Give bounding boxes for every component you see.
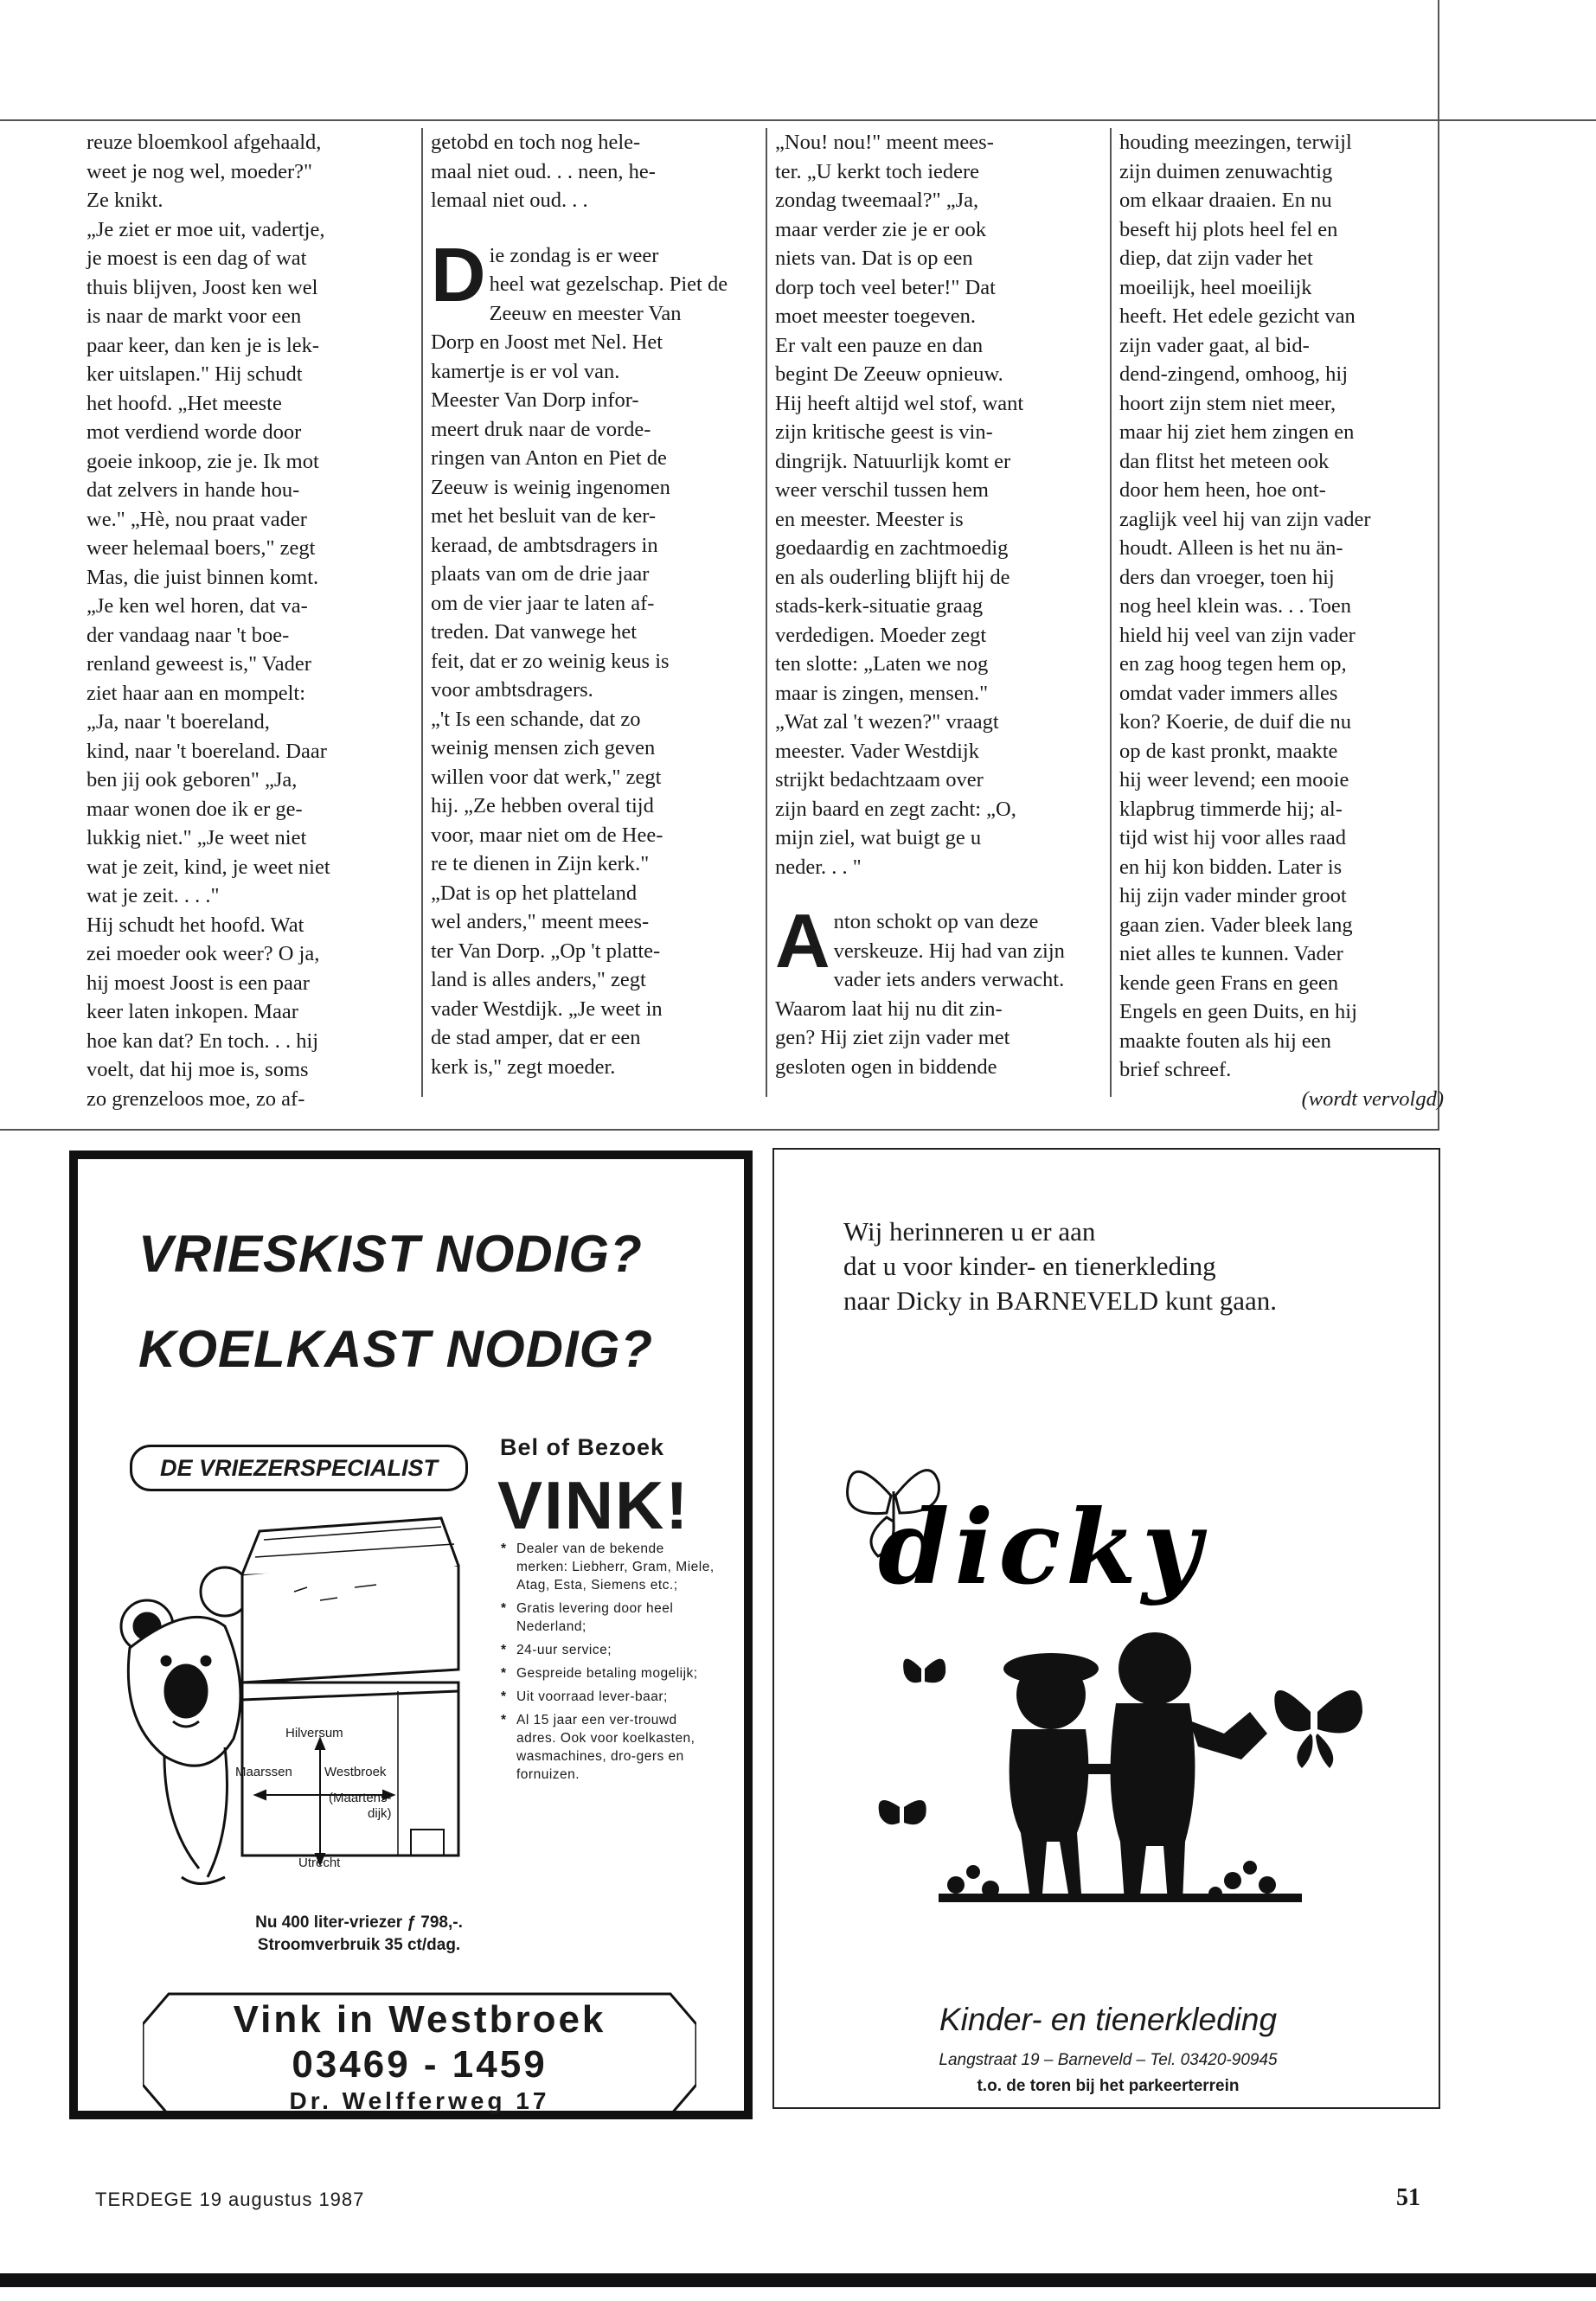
list-item: * Gespreide betaling mogelijk; (497, 1664, 718, 1682)
column-2-top-text: getobd en toch nog hele- maal niet oud. . . neen, he- lemaal niet oud. . . (431, 131, 656, 212)
map-label-south: Utrecht (298, 1856, 341, 1870)
list-item: * Uit voorraad lever-baar; (497, 1688, 718, 1706)
article-column-4 (1119, 128, 1444, 1113)
map-label-east-2: (Maartens- dijk) (329, 1791, 392, 1821)
vink-contact-block (143, 1990, 696, 2114)
dicky-intro-text: Wij herinneren u er aan dat u voor kinder- en tienerkleding naar Dicky in BARNEVELD kunt gaan. (843, 1216, 1278, 1316)
koala-icon (121, 1567, 249, 1884)
offer-energy: Stroomverbruik 35 ct/dag. (257, 1936, 461, 1954)
column-divider (421, 128, 423, 1097)
vink-name: VINK! (497, 1467, 690, 1543)
contact-phone: 03469 - 1459 (292, 2043, 548, 2086)
contact-name: Vink in Westbroek (233, 1998, 606, 2041)
column-3-body-text: nton schokt op van deze verskeuze. Hij had van zijn vader iets anders verwacht. Waarom laat hij nu dit zin- gen? Hij ziet zijn vader met gesloten ogen in biddende (775, 910, 1065, 1079)
dicky-location-note: t.o. de toren bij het parkeerterrein (977, 2077, 1240, 2095)
article-column-3 (775, 128, 1099, 1081)
page-number: 51 (1396, 2184, 1420, 2211)
headline-koelkast: KOELKAST NODIG? (138, 1320, 653, 1378)
butterfly-icon (879, 1800, 926, 1824)
column-2-body-text: ie zondag is er weer heel wat gezelschap. Piet de Zeeuw en meester Van Dorp en Joost met Nel. Het kamertje is er vol van. Meester Van Dorp infor- meert druk naar de vorde- ringen van Anton en Piet de Zeeuw is weinig ingenomen met het besluit van de ker- keraad, de ambtsdragers in plaats van om de drie jaar om de vier jaar te laten af- treden. Dat vanwege het feit, dat er zo weinig keus is voor ambtsdragers. „'t Is een schande, dat zo weinig mensen zich geven willen voor dat werk," zegt hij. „Ze hebben overal tijd voor, maar niet om de Hee- re te dienen in Zijn kerk." „Dat is op het platteland wel anders," meent mees- ter Van Dorp. „Op 't platte- land is alles anders," zegt vader Westdijk. „Je weet in de stad amper, dat er een kerk is," zegt moeder. (431, 243, 728, 1079)
top-frame (0, 0, 1596, 121)
dicky-advertisement (772, 1148, 1440, 2109)
list-item: * Dealer van de bekende merken: Liebherr, Gram, Miele, Atag, Esta, Siemens etc.; (497, 1540, 718, 1594)
contact-address: Dr. Welfferweg 17 (289, 2087, 550, 2114)
article-column-2 (431, 128, 755, 1081)
butterfly-icon (903, 1659, 945, 1683)
article-text (80, 128, 1444, 1123)
map-label-east: Westbroek (324, 1765, 387, 1779)
column-divider (766, 128, 767, 1097)
article-bottom-rule (0, 1129, 1439, 1131)
list-item: * Al 15 jaar een ver-trouwd adres. Ook voor koelkasten, wasmachines, dro-gers en fornuizen. (497, 1711, 718, 1784)
flowers-icon (939, 1861, 1302, 1902)
vriezerspecialist-badge: DE VRIEZERSPECIALIST (130, 1445, 468, 1491)
dicky-tagline: Kinder- en tienerkleding (939, 2002, 1278, 2037)
bottom-edge-bar (0, 2273, 1596, 2287)
column-3-top-text: „Nou! nou!" meent mees- ter. „U kerkt toch iedere zondag tweemaal?" „Ja, maar verder zie je er ook niets van. Dat is op een dorp toch veel beter!" Dat moet meester toegeven. Er valt een pauze en dan begint De Zeeuw opnieuw. Hij heeft altijd wel stof, want zijn kritische geest is vin- dingrijk. Natuurlijk komt er weer verschil tussen hem en meester. Meester is goedaardig en zachtmoedig en als ouderling blijft hij de stads-kerk-situatie graag verdedigen. Moeder zegt ten slotte: „Laten we nog maar is zingen, mensen." „Wat zal 't wezen?" vraagt meester. Vader Westdijk strijkt bedachtzaam over zijn baard en zegt zacht: „O, mijn ziel, wat buigt ge u neder. . . " (775, 131, 1024, 879)
map-label-west: Maarssen (235, 1765, 292, 1779)
bel-of-bezoek: Bel of Bezoek (500, 1434, 665, 1460)
vink-bullet-list (497, 1540, 718, 1789)
offer-price: Nu 400 liter-vriezer ƒ 798,-. (255, 1913, 463, 1932)
headline-vrieskist: VRIESKIST NODIG? (138, 1225, 643, 1283)
column-1-text: reuze bloemkool afgehaald, weet je nog wel, moeder?" Ze knikt. „Je ziet er moe uit, vadertje, je moest is een dag of wat thuis blijven, Joost ken wel is naar de markt voor een paar keer, dan ken je is lek- ker uitslapen." Hij schudt het hoofd. „Het meeste mot verdiend worde door goeie inkoop, zie je. Ik mot dat zelvers in hande hou- we." „Hè, nou praat vader weer helemaal boers," zegt Mas, die juist binnen komt. „Je ken wel horen, dat va- der vandaag naar 't boe- renland geweest is," Vader ziet haar aan en mompelt: „Ja, naar 't boereland, kind, naar 't boereland. Daar ben jij ook geboren" „Ja, maar wonen doe ik er ge- lukkig niet." „Je weet niet wat je zeit, kind, je weet niet wat je zeit. . . ." Hij schudt het hoofd. Wat zei moeder ook weer? O ja, hij moest Joost is een paar keer laten inkopen. Maar hoe kan dat? En toch. . . hij voelt, dat hij moe is, soms zo grenzeloos moe, zo af- (87, 131, 330, 1111)
footer-publication: TERDEGE 19 augustus 1987 (95, 2189, 365, 2210)
butterfly-icon (1274, 1690, 1362, 1768)
vink-advertisement (69, 1150, 753, 2119)
vriezer-offer (212, 1912, 506, 1957)
column-4-text: houding meezingen, terwijl zijn duimen zenuwachtig om elkaar draaien. En nu beseft hij plots heel fel en diep, dat zijn vader het moeilijk, heel moeilijk heeft. Het edele gezicht van zijn vader gaat, al bid- dend-zingend, omhoog, hij hoort zijn stem niet meer, maar hij ziet hem zingen en dan flitst het meteen ook door hem heen, hoe ont- zaglijk veel hij van zijn vader houdt. Alleen is het nu än- ders dan vroeger, toen hij nog heel klein was. . . Toen hield hij veel van zijn vader en zag hoog tegen hem op, omdat vader immers alles kon? Koerie, de duif die nu op de kast pronkt, maakte hij weer levend; een mooie klapbrug timmerde hij; al- tijd wist hij voor alles raad en hij kon bidden. Later is hij zijn vader minder groot gaan zien. Vader bleek lang niet alles te kunnen. Vader kende geen Frans en geen Engels en geen Duits, en hij maakte fouten als hij een brief schreef. (1119, 131, 1371, 1081)
freezer-koala-illustration (112, 1497, 493, 1903)
article-column-1 (87, 128, 411, 1113)
dropcap-a: A (775, 898, 830, 984)
dicky-address: Langstraat 19 – Barneveld – Tel. 03420-90945 (939, 2051, 1278, 2069)
children-silhouette-icon (1003, 1632, 1267, 1902)
wordt-vervolgd: (wordt vervolgd) (1301, 1086, 1444, 1111)
column-divider (1110, 128, 1112, 1097)
dropcap-d: D (431, 231, 486, 317)
list-item: * Gratis levering door heel Nederland; (497, 1599, 718, 1636)
list-item: * 24-uur service; (497, 1641, 718, 1659)
dicky-logo: dicky (878, 1487, 1207, 1607)
map-label-north: Hilversum (285, 1726, 343, 1740)
